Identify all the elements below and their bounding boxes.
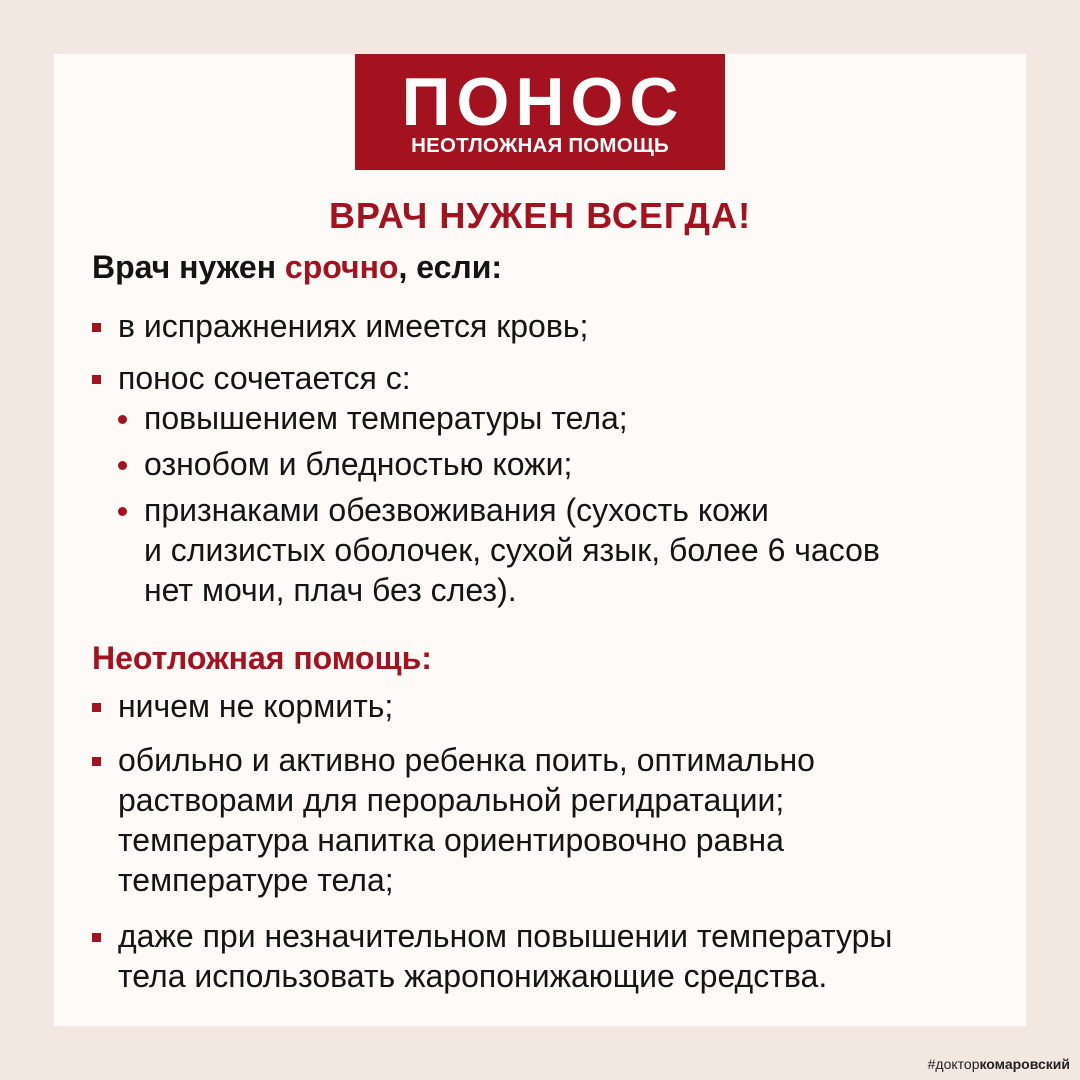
square-bullet-icon: [92, 703, 101, 712]
section-urgent-title-after: , если:: [398, 249, 503, 285]
list-item-line: растворами для пероральной регидратации;: [118, 782, 785, 818]
sub-list-item-text: повышением температуры тела;: [144, 400, 628, 436]
list-item-line: температура напитка ориентировочно равна: [118, 822, 784, 858]
section-emergency-title: Неотложная помощь:: [92, 640, 432, 676]
title-badge: [355, 54, 725, 170]
sub-list-item: [144, 444, 1044, 484]
list-item: [118, 740, 1018, 900]
sub-list-item: [144, 398, 1044, 438]
section-urgent-title-before: Врач нужен: [92, 249, 285, 285]
hashtag-credit: [928, 1056, 1070, 1072]
dot-bullet-icon: [118, 507, 127, 516]
section-urgent-title-accent: срочно: [284, 249, 399, 285]
sub-list-item-text: ознобом и бледностью кожи;: [144, 446, 573, 482]
sub-list-item-line: нет мочи, плач без слез).: [144, 572, 517, 608]
square-bullet-icon: [92, 323, 101, 332]
hashtag-name: комаровский: [979, 1056, 1070, 1072]
square-bullet-icon: [92, 375, 101, 384]
list-item-line: тела использовать жаропонижающие средства.: [118, 958, 828, 994]
hashtag-prefix: #доктор: [927, 1056, 980, 1072]
square-bullet-icon: [92, 757, 101, 766]
dot-bullet-icon: [118, 415, 127, 424]
list-item-line: даже при незначительном повышении температуры: [118, 918, 893, 954]
sub-list-item-line: и слизистых оболочек, сухой язык, более 6 часов: [144, 532, 880, 568]
poster-card: [54, 54, 1026, 1026]
list-item-line: обильно и активно ребенка поить, оптимально: [118, 742, 815, 778]
list-item-text: ничем не кормить;: [118, 688, 394, 724]
section-urgent-title: [92, 248, 502, 286]
list-item: [118, 358, 1018, 398]
list-item-text: понос сочетается с:: [118, 360, 411, 396]
dot-bullet-icon: [118, 461, 127, 470]
square-bullet-icon: [92, 933, 101, 942]
list-item: [118, 686, 1018, 726]
list-item-text: в испражнениях имеется кровь;: [118, 308, 589, 344]
sub-list-item-line: признаками обезвоживания (сухость кожи: [144, 492, 769, 528]
badge-subtitle: НЕОТЛОЖНАЯ ПОМОЩЬ: [411, 134, 669, 157]
list-item: [118, 916, 1018, 996]
list-item-line: температуре тела;: [118, 862, 394, 898]
badge-title: ПОНОС: [401, 64, 685, 140]
headline: ВРАЧ НУЖЕН ВСЕГДА!: [328, 195, 752, 236]
sub-list-item: [144, 490, 1044, 610]
list-item: [118, 306, 1018, 346]
